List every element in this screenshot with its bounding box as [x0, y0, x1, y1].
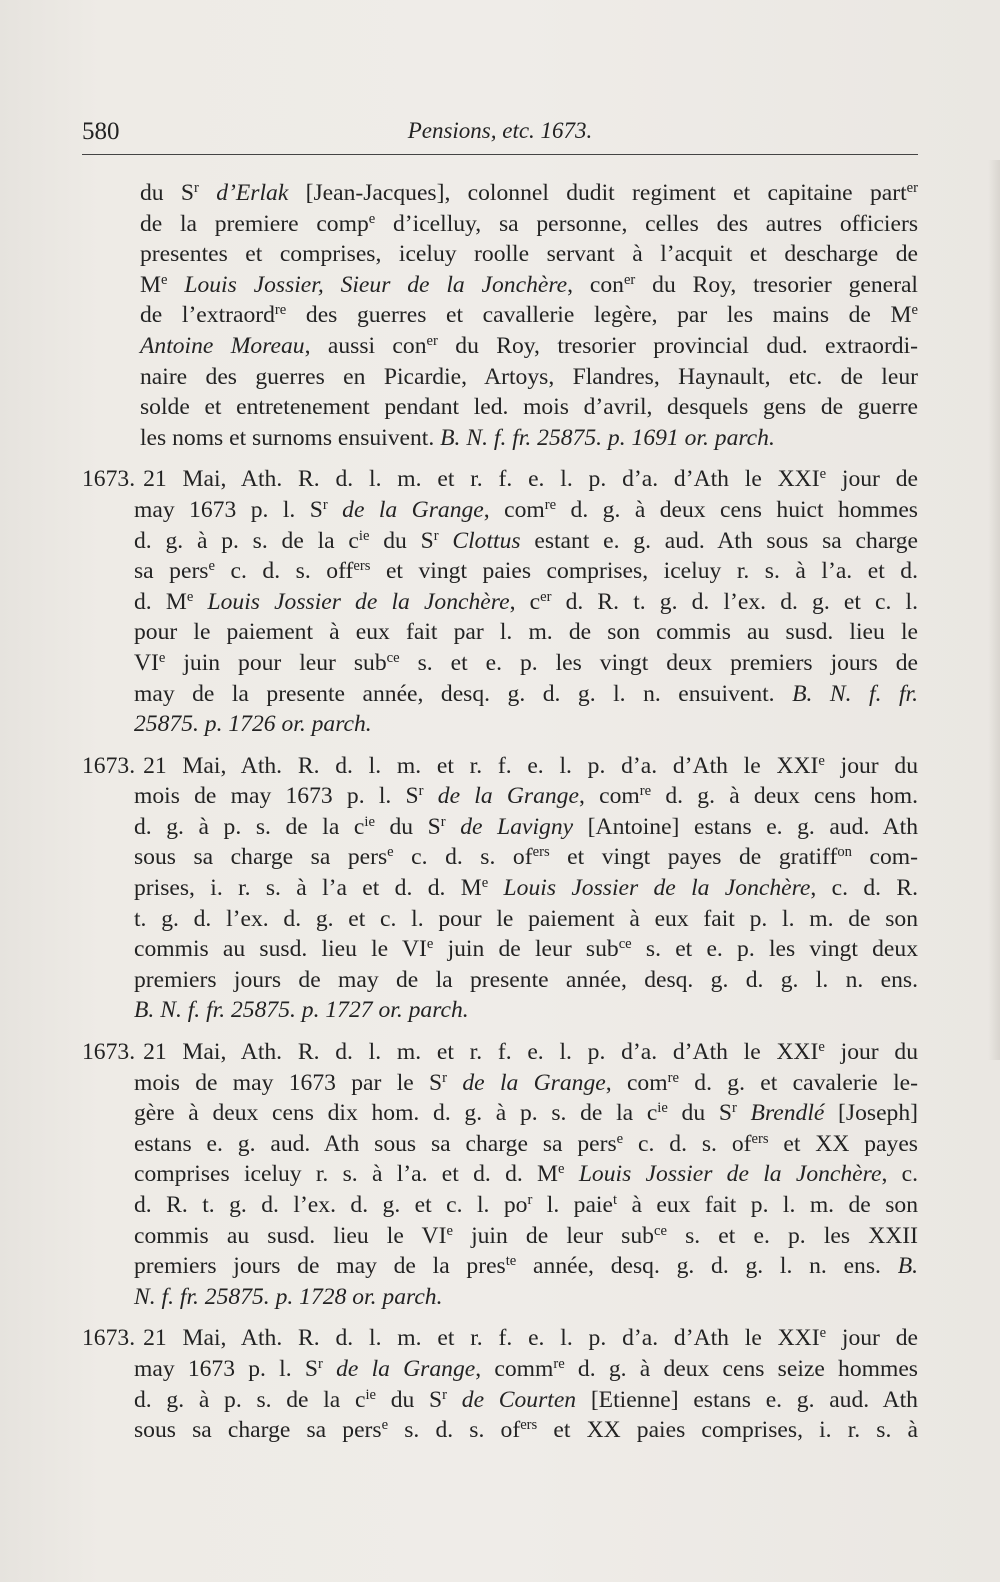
- entry-year: 1673.: [82, 466, 136, 493]
- text-line: pour le paiement à eux fait par l. m. de son commis au susd. lieu le: [134, 619, 918, 646]
- entry-paragraph: [82, 464, 918, 739]
- body-text: [82, 178, 918, 1446]
- text-line: d. g. à p. s. de la $c^{ie}$ du $S^r$ de Courten [Etienne] estans e. g. aud. Ath: [134, 1386, 918, 1413]
- text-line: premiers jours de may de la pres$^{te}$ année, desq. g. d. g. l. n. ens. B.: [134, 1253, 918, 1280]
- entry-list: [82, 464, 918, 1445]
- text-line: [82, 751, 918, 782]
- text-line: VIe juin pour leur sub$^{ce}$ s. et e. p. les vingt deux premiers jours de: [134, 649, 918, 676]
- text-line: commis au susd. lieu le VIe juin de leur sub$^{ce}$ s. et e. p. les vingt deux: [134, 936, 918, 963]
- text-line: gère à deux cens dix hom. d. g. à p. s. de la $c^{ie}$ du $S^r$ Brendlé [Joseph]: [134, 1100, 918, 1127]
- text-line: d. Me Louis Jossier de la Jonchère, $c^{er}$ d. R. t. g. d. l’ex. d. g. et c. l.: [134, 588, 919, 615]
- text-line: presentes et comprises, iceluy roolle servant à l’acquit et descharge de: [140, 241, 918, 268]
- entry-year: 1673.: [82, 1325, 136, 1352]
- text-line: [82, 464, 918, 495]
- text-line: mois de may 1673 p. l. $S^r$ de la Grange, com$^{re}$ d. g. à deux cens hom.: [134, 783, 919, 810]
- text-line: may 1673 p. l. $S^r$ de la Grange, com$^{re}$ d. g. à deux cens huict hommes: [134, 496, 918, 523]
- text-line: N. f. fr. 25875. p. 1728 or. parch.: [134, 1283, 443, 1310]
- text-line: du $S^r$ d’Erlak [Jean-Jacques], colonnel dudit regiment et capitaine part$^{er}$: [140, 179, 919, 206]
- entry-paragraph: [82, 1323, 918, 1445]
- entry-year: 1673.: [82, 1039, 136, 1066]
- text-line: naire des guerres en Picardie, Artoys, Flandres, Haynault, etc. de leur: [140, 363, 918, 390]
- text-line: [82, 1323, 918, 1354]
- entry-text: 21 Mai, Ath. R. d. l. m. et r. f. e. l. p. d’a. d’Ath le XXIe jour de: [143, 1325, 918, 1352]
- entry-text: 21 Mai, Ath. R. d. l. m. et r. f. e. l. p. d’a. d’Ath le XXIe jour du: [143, 1038, 918, 1066]
- text-line: solde et entretenement pendant led. mois d’avril, desquels gens de guerre: [140, 394, 918, 421]
- entry-text: 21 Mai, Ath. R. d. l. m. et r. f. e. l. p. d’a. d’Ath le XXIe jour du: [143, 752, 918, 779]
- text-line: estans e. g. aud. Ath sous sa charge sa pers$^e$ c. d. s. $of^{ers}$ et XX payes: [134, 1130, 918, 1157]
- entry-text: 21 Mai, Ath. R. d. l. m. et r. f. e. l. p. d’a. d’Ath le XXIe jour de: [143, 466, 918, 493]
- text-line: premiers jours de may de la presente année, desq. g. d. g. l. n. ens.: [134, 966, 918, 993]
- text-line: B. N. f. fr. 25875. p. 1727 or. parch.: [134, 997, 469, 1024]
- intro-paragraph: [82, 178, 918, 453]
- page-number: 580: [82, 118, 120, 145]
- text-line: sa pers$^e$ c. d. s. off$^{ers}$ et vingt paies comprises, iceluy r. s. à l’a. et d.: [134, 558, 918, 585]
- entry-paragraph: [82, 1037, 918, 1312]
- text-line: Antoine Moreau, aussi con$^{er}$ du Roy, tresorier provincial dud. extraordi-: [140, 332, 919, 359]
- running-title: Pensions, etc. 1673.: [407, 118, 593, 143]
- text-line: [82, 1037, 918, 1068]
- text-line: mois de may 1673 par le $S^r$ de la Grange, com$^{re}$ d. g. et cavalerie le-: [134, 1069, 918, 1096]
- text-line: de l’extraord$^{re}$ des guerres et cavallerie legère, par les mains de Me: [140, 302, 918, 329]
- text-line: commis au susd. lieu le VIe juin de leur sub$^{ce}$ s. et e. p. les XXII: [134, 1222, 918, 1249]
- text-line: d. g. à p. s. de la $c^{ie}$ du $S^r$ de Lavigny [Antoine] estans e. g. aud. Ath: [134, 813, 919, 840]
- text-line: Me Louis Jossier, Sieur de la Jonchère, con$^{er}$ du Roy, tresorier general: [140, 271, 918, 298]
- page-edge-shadow: [988, 160, 1000, 1060]
- text-line: may 1673 p. l. $S^r$ de la Grange, comm$^{re}$ d. g. à deux cens seize hommes: [134, 1355, 918, 1382]
- text-line: 25875. p. 1726 or. parch.: [134, 711, 372, 738]
- entry-paragraph: [82, 751, 918, 1026]
- entry-year: 1673.: [82, 752, 136, 779]
- text-line: les noms et surnoms ensuivent. B. N. f. fr. 25875. p. 1691 or. parch.: [140, 424, 775, 451]
- text-line: prises, i. r. s. à l’a et d. d. Me Louis Jossier de la Jonchère, c. d. R.: [134, 875, 918, 902]
- text-line: sous sa charge sa pers$^e$ s. d. s. $of^{ers}$ et XX paies comprises, i. r. s. à: [134, 1417, 919, 1444]
- text-line: may de la presente année, desq. g. d. g. l. n. ensuivent. B. N. f. fr.: [134, 680, 918, 707]
- text-line: sous sa charge sa pers$^e$ c. d. s. $of^{ers}$ et vingt payes de gratiff$^{on}$ com-: [134, 844, 918, 871]
- page-header: [82, 118, 918, 155]
- text-line: d. R. t. g. d. l’ex. d. g. et c. l. $po^r$ l. paie$^t$ à eux fait p. l. m. de son: [134, 1191, 919, 1218]
- text-line: de la premiere comp$^e$ d’icelluy, sa personne, celles des autres officiers: [140, 210, 918, 237]
- text-line: t. g. d. l’ex. d. g. et c. l. pour le paiement à eux fait p. l. m. de son: [134, 905, 918, 932]
- text-line: comprises iceluy r. s. à l’a. et d. d. Me Louis Jossier de la Jonchère, c.: [134, 1161, 918, 1188]
- text-line: d. g. à p. s. de la $c^{ie}$ du $S^r$ Clottus estant e. g. aud. Ath sous sa charge: [134, 527, 919, 554]
